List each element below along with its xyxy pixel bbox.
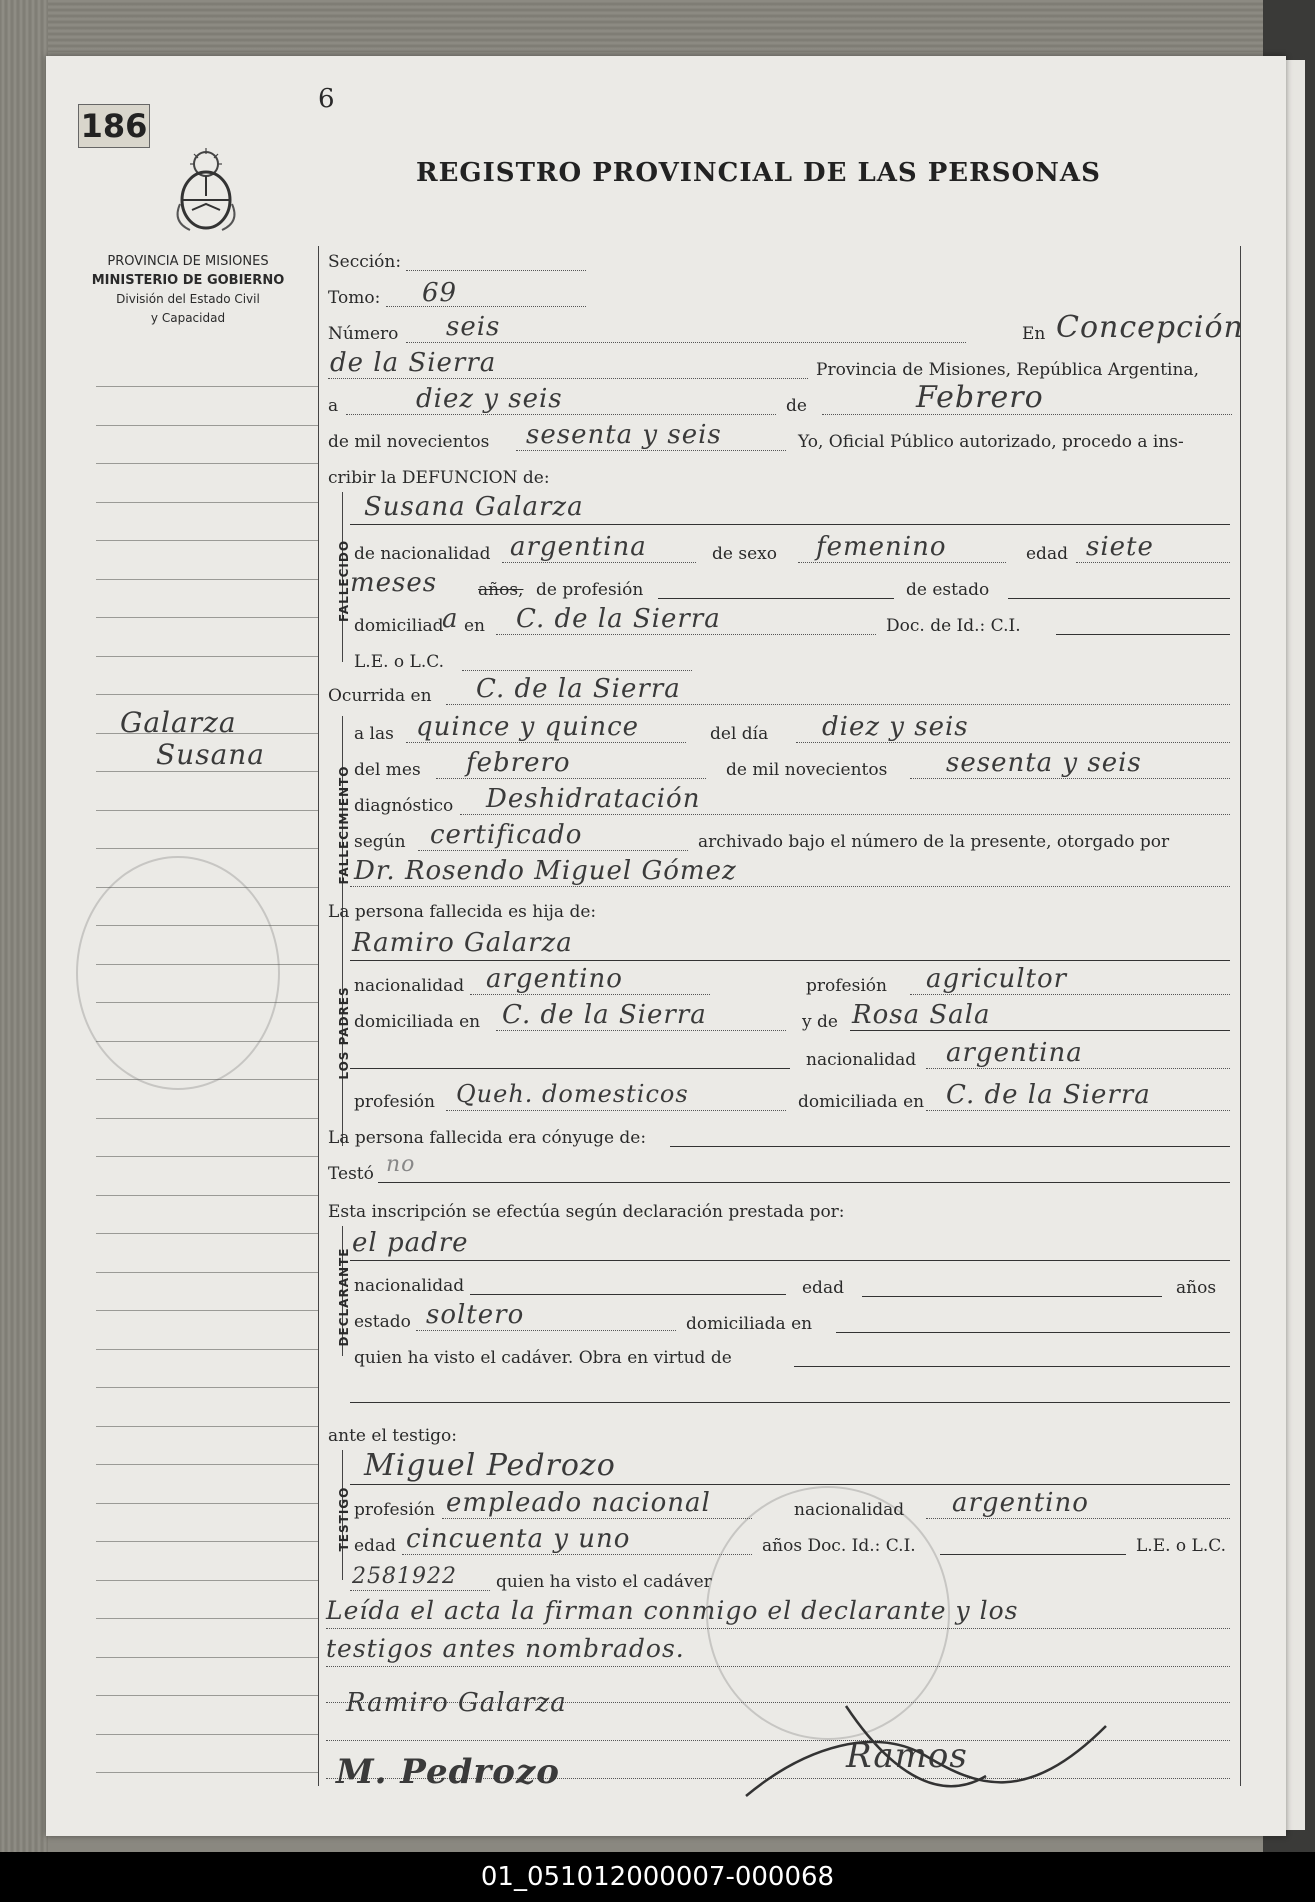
fallecido-doc-line [1056,634,1230,635]
margin-rule-line [96,1233,318,1234]
register-page [46,56,1286,1836]
place-line [328,378,808,379]
mes-anio-line [910,778,1230,779]
fallecido-nacionalidad-label: de nacionalidad [354,544,491,564]
testigo-nacionalidad: argentino [952,1488,1089,1518]
madre-domicilio-label: domiciliada en [798,1092,925,1112]
diagnostico-label: diagnóstico [354,796,454,816]
margin-note-surname: Galarza [120,706,237,739]
conyuge-line [670,1146,1230,1147]
margin-rule-line [96,463,318,464]
padre-domicilio: C. de la Sierra [502,1000,707,1030]
fallecido-profesion-label: de profesión [536,580,644,600]
padre-domicilio-label: domiciliada en [354,1012,481,1032]
declarante-extra-line [350,1402,1230,1403]
date-month: Febrero [916,380,1044,415]
mes-anio-value: sesenta y seis [946,748,1142,778]
en-value: Concepción [1056,310,1244,345]
year-label: de mil novecientos [328,432,490,452]
declarante-visto-text: quien ha visto el cadáver. Obra en virtud de [354,1348,732,1368]
margin-rule-line [96,540,318,541]
margin-rule-line [96,1387,318,1388]
padres-section-label: LOS PADRES [337,986,351,1080]
faint-stamp [76,856,280,1090]
padre-nacionalidad-line [470,994,710,995]
margin-rule-line [96,771,318,772]
fallecido-domicilio: C. de la Sierra [516,604,721,634]
margin-rule-line [96,810,318,811]
tomo-line [386,306,586,307]
declarante-section-label: DECLARANTE [337,1247,351,1347]
declarante-estado-line [416,1330,676,1331]
hora-line [406,742,686,743]
closing-line-2: testigos antes nombrados. [326,1634,685,1663]
testigo-profesion: empleado nacional [446,1488,711,1518]
fallecido-le-line [462,670,692,671]
segun-line [418,850,688,851]
margin-rule-line [96,656,318,657]
date-day-line [346,414,776,415]
margin-rule-line [96,1695,318,1696]
testigo-doc-number-line [350,1590,490,1591]
margin-rule-line [96,1772,318,1773]
margin-rule-line [96,386,318,387]
margin-rule-line [96,1195,318,1196]
margin-rule-line [96,1580,318,1581]
declarante-edad-label: edad [802,1278,844,1298]
margin-rule-line [96,1503,318,1504]
fallecimiento-section-label: FALLECIMIENTO [337,765,351,885]
conyuge-label: La persona fallecida era cónyuge de: [328,1128,647,1148]
hora-label: a las [354,724,394,744]
padre-domicilio-line [496,1030,786,1031]
ministry-name: MINISTERIO DE GOBIERNO [91,273,285,288]
declarante-anos-label: años [1176,1278,1217,1298]
declarante-estado: soltero [426,1300,525,1330]
declarante-nacionalidad-label: nacionalidad [354,1276,465,1296]
book-top-band [0,0,1315,52]
fallecido-domicilio-label: domiciliad [354,616,444,636]
margin-rule-line [96,1464,318,1465]
medico-line [350,886,1230,887]
seccion-label: Sección: [328,252,402,272]
tomo-label: Tomo: [328,288,381,308]
form-right-border [1240,246,1241,1786]
division-name: División del Estado Civil [116,292,260,306]
page-number: 6 [318,84,335,114]
fallecido-anos-label: años, [478,580,524,600]
fallecido-profesion-line [658,598,894,599]
folio-number: 186 [80,107,148,145]
fallecido-en-label: en [464,616,486,636]
declarante-domicilio-label: domiciliada en [686,1314,813,1334]
signature-testigo: M. Pedrozo [336,1752,560,1792]
testigo-section-label: TESTIGO [337,1486,351,1552]
fallecido-nacionalidad: argentina [510,532,647,562]
year-line [516,450,786,451]
declarante-nacionalidad-line [470,1294,786,1295]
ocurrida-line [446,704,1230,705]
closing-line-1-rule [326,1628,1230,1629]
form-left-border [318,246,319,1786]
testigo-nacionalidad-label: nacionalidad [794,1500,905,1520]
inscribir-text: cribir la DEFUNCION de: [328,468,550,488]
mes-label: del mes [354,760,421,780]
closing-line-2-rule [326,1666,1230,1667]
margin-rule-line [96,1272,318,1273]
madre-nacionalidad: argentina [946,1038,1083,1068]
numero-line [406,342,966,343]
declarante-domicilio-line [836,1332,1230,1333]
testigo-visto-text: quien ha visto el cadáver [496,1572,712,1592]
segun-label: según [354,832,406,852]
folio-label [78,104,150,148]
y-de-label: y de [802,1012,838,1032]
padre-nacionalidad-label: nacionalidad [354,976,465,996]
testigo-doc-label: años Doc. Id.: C.I. [762,1536,916,1556]
testigo-nacionalidad-line [926,1518,1230,1519]
year-value: sesenta y seis [526,420,722,450]
declarante-edad-line [862,1296,1162,1297]
inscripcion-text: Esta inscripción se efectúa según declaración prestada por: [328,1202,845,1222]
padre-nacionalidad: argentino [486,964,623,994]
margin-rule-line [96,1118,318,1119]
declarante-name-line [350,1260,1230,1261]
fallecido-edad: siete [1086,532,1154,562]
madre-domicilio-line [926,1110,1230,1111]
signature-flourish-icon [726,1686,1126,1816]
province-name: PROVINCIA DE MISIONES [107,254,269,269]
province-header [76,252,300,328]
fallecido-edad-line [1076,562,1230,563]
testo-line [378,1182,1230,1183]
numero-label: Número [328,324,399,344]
margin-rule-line [96,848,318,849]
margin-note-name: Susana [156,738,266,771]
dia-label: del día [710,724,769,744]
closing-line-1: Leída el acta la firman conmigo el declarante y los [326,1596,1019,1625]
madre-name: Rosa Sala [852,1000,991,1030]
fallecido-le-label: L.E. o L.C. [354,652,445,672]
margin-rule-line [96,1156,318,1157]
en-label: En [1022,324,1046,344]
mes-value: febrero [466,748,571,778]
madre-nacionalidad-label: nacionalidad [806,1050,917,1070]
margin-rule-line [96,1657,318,1658]
coat-of-arms-icon [170,146,242,234]
margin-rule-line [96,425,318,426]
testigo-edad-label: edad [354,1536,396,1556]
division-name-2: y Capacidad [150,311,226,325]
testo-value: no [386,1152,416,1177]
date-month-line [822,414,1232,415]
testigo-name-line [350,1484,1230,1485]
diagnostico-value: Deshidratación [486,784,701,814]
margin-rule-line [96,502,318,503]
date-day: diez y seis [416,384,563,414]
mes-line [436,778,706,779]
declarante-name: el padre [352,1228,469,1258]
hija-label: La persona fallecida es hija de: [328,902,597,922]
dia-line [796,742,1230,743]
date-a-label: a [328,396,339,416]
fallecido-edad-unit: meses [350,568,438,598]
padre-name: Ramiro Galarza [352,928,573,958]
fallecido-edad-label: edad [1026,544,1068,564]
padre-profesion: agricultor [926,964,1068,994]
madre-extra-line [350,1068,790,1069]
fallecido-estado-label: de estado [906,580,990,600]
dia-value: diez y seis [822,712,969,742]
seccion-line [406,270,586,271]
signature-oficial: Ramos [846,1736,968,1776]
margin-rule-line [96,1426,318,1427]
testigo-doc-number: 2581922 [352,1564,457,1589]
archivado-text: archivado bajo el número de la presente, otorgado por [698,832,1170,852]
margin-rule-line [96,694,318,695]
fallecido-sexo-line [798,562,1006,563]
margin-rule-line [96,1618,318,1619]
margin-rule-line [96,579,318,580]
fallecido-estado-line [1008,598,1230,599]
madre-name-line [850,1030,1230,1031]
oficial-text: Yo, Oficial Público autorizado, procedo a ins- [798,432,1184,452]
madre-domicilio: C. de la Sierra [946,1080,1151,1110]
book-binding [0,0,48,1852]
medico-name: Dr. Rosendo Miguel Gómez [354,856,737,886]
hora-value: quince y quince [416,712,640,742]
fallecido-sexo: femenino [816,532,947,562]
ocurrida-label: Ocurrida en [328,686,432,706]
fallecido-domicilio-suffix: a [442,604,459,634]
fallecido-domicilio-line [496,634,876,635]
mes-anio-label: de mil novecientos [726,760,888,780]
margin-rule-line [96,617,318,618]
testigo-profesion-label: profesión [354,1500,435,1520]
tomo-value: 69 [422,278,458,308]
margin-rule-line [96,1541,318,1542]
deceased-name: Susana Galarza [364,492,584,522]
declarante-visto-line [794,1366,1230,1367]
margin-rule-line [96,1310,318,1311]
testigo-name: Miguel Pedrozo [364,1448,616,1483]
testigo-doc-line [940,1554,1126,1555]
place-continuation: de la Sierra [330,348,497,378]
date-de-label: de [786,396,807,416]
numero-value: seis [446,312,501,342]
padre-profesion-line [910,994,1230,995]
fallecido-doc-label: Doc. de Id.: C.I. [886,616,1021,636]
ocurrida-value: C. de la Sierra [476,674,681,704]
image-caption: 01_051012000007-000068 [0,1852,1315,1902]
ante-testigo-label: ante el testigo: [328,1426,458,1446]
madre-nacionalidad-line [926,1068,1230,1069]
madre-profesion-label: profesión [354,1092,435,1112]
margin-rule-line [96,1349,318,1350]
madre-profesion-line [446,1110,786,1111]
deceased-name-line [350,524,1230,525]
testigo-edad-line [402,1554,752,1555]
padre-name-line [350,960,1230,961]
declarante-estado-label: estado [354,1312,411,1332]
testigo-profesion-line [442,1518,752,1519]
testigo-edad: cincuenta y uno [406,1524,631,1554]
segun-value: certificado [430,820,583,850]
testigo-le-label: L.E. o L.C. [1136,1536,1227,1556]
margin-rule-line [96,1734,318,1735]
signature-declarante: Ramiro Galarza [346,1688,567,1718]
provincia-text: Provincia de Misiones, República Argentina, [816,360,1199,380]
testo-label: Testó [328,1164,374,1184]
madre-profesion: Queh. domesticos [456,1080,689,1108]
fallecido-section-label: FALLECIDO [337,539,351,623]
fallecido-sexo-label: de sexo [712,544,777,564]
padre-profesion-label: profesión [806,976,887,996]
page-title: REGISTRO PROVINCIAL DE LAS PERSONAS [416,158,1101,188]
fallecido-nacionalidad-line [502,562,696,563]
diagnostico-line [460,814,1230,815]
